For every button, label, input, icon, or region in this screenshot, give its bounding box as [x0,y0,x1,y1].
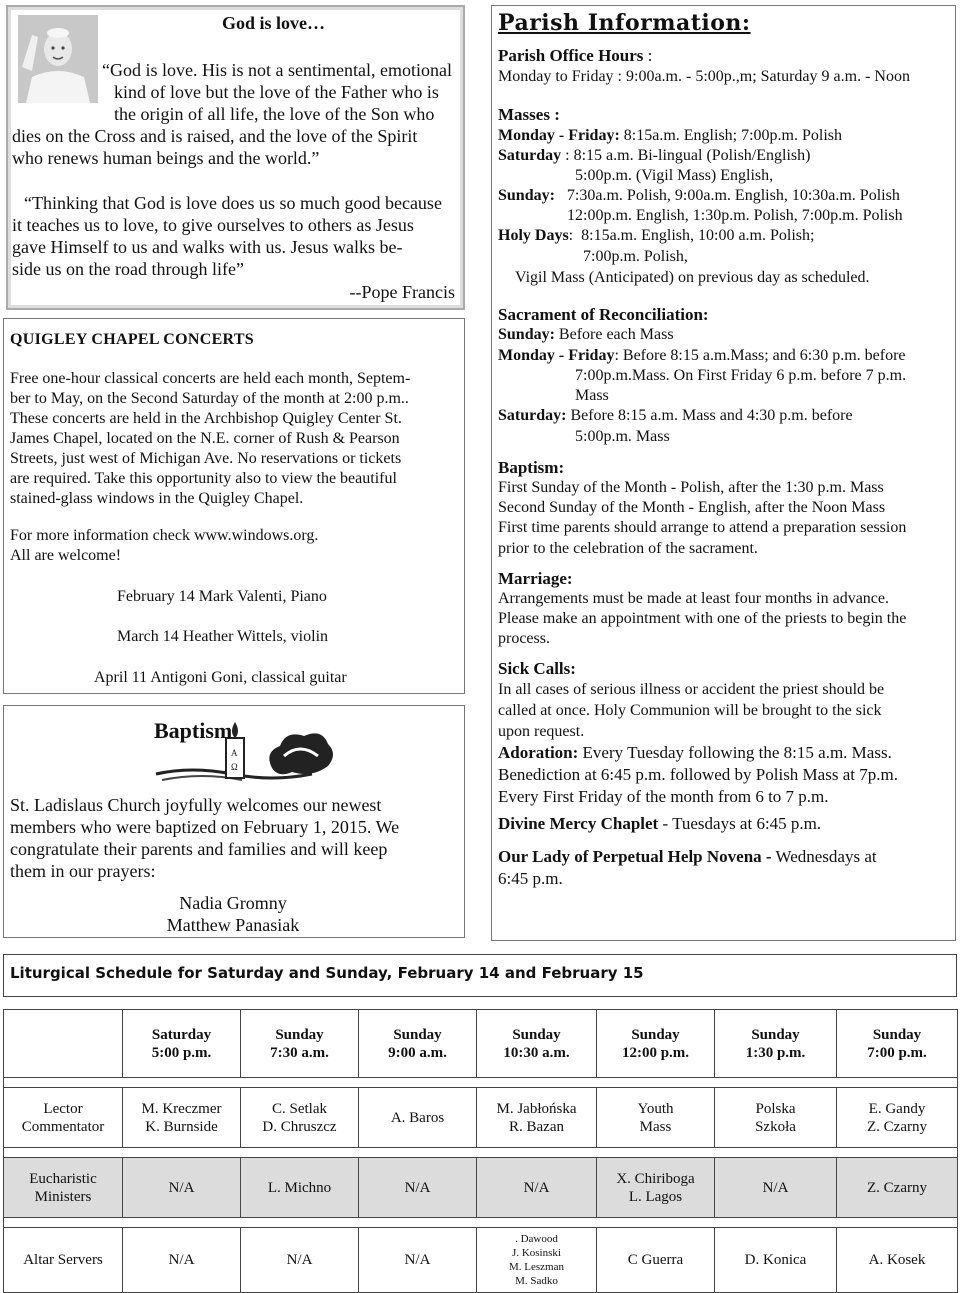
quote2-line: gave Himself to us and walks with us. Jesus walks be- [12,237,403,257]
quote1-line: dies on the Cross and is raised, and the love of the Spirit [12,126,418,146]
recon-line: Saturday: Before 8:15 a.m. Mass and 4:30 p.m. before [498,407,853,424]
quote2-line: “Thinking that God is love does us so much good because [24,193,442,213]
office-hours: Monday to Friday : 9:00a.m. - 5:00p.,m; Saturday 9 a.m. - Noon [498,68,910,85]
sick-calls-info: called at once. Holy Communion will be brought to the sick [498,702,882,719]
mass-line: Vigil Mass (Anticipated) on previous day as scheduled. [515,269,870,286]
masses-heading: Masses : [498,105,560,124]
attribution: --Pope Francis [349,282,455,302]
recon-line: 5:00p.m. Mass [575,428,670,445]
adoration-line: Adoration: Every Tuesday following the 8:15 a.m. Mass. [498,743,892,762]
baptized-name: Nadia Gromny [179,893,287,913]
schedule-cell: Polska Szkoła [715,1088,837,1148]
novena-line: 6:45 p.m. [498,869,563,888]
baptism-line: St. Ladislaus Church joyfully welcomes our newest [10,795,382,815]
mass-line: 12:00p.m. English, 1:30p.m. Polish, 7:00p.m. Polish [567,207,903,224]
role-header-cell [4,1010,123,1078]
sick-calls-heading: Sick Calls: [498,659,576,678]
concerts-box [3,318,465,694]
baptism-heading: Baptism: [498,458,565,477]
schedule-cell: D. Konica [715,1228,837,1293]
baptized-name: Matthew Panasiak [166,915,300,935]
pope-quote-box [6,5,465,310]
concerts-line: Streets, just west of Michigan Ave. No reservations or tickets [10,450,402,467]
svg-text:A: A [231,748,238,758]
quote1-line: “God is love. His is not a sentimental, emotional [102,60,452,80]
baptism-line: them in our prayers: [10,861,156,881]
more-info-link[interactable]: For more information check www.windows.org. [10,527,319,544]
baptism-line: congratulate their parents and families and will keep [10,839,388,859]
mass-time-header: Sunday 10:30 a.m. [477,1010,597,1078]
mass-line: Saturday : 8:15 a.m. Bi-lingual (Polish/English) [498,147,811,164]
schedule-cell: N/A [123,1158,241,1218]
role-cell: Lector Commentator [4,1088,123,1148]
concert-event: February 14 Mark Valenti, Piano [117,588,327,605]
schedule-cell: X. Chiriboga L. Lagos [597,1158,715,1218]
schedule-table [3,1009,958,1293]
schedule-cell: . Dawood J. Kosinski M. Leszman M. Sadko [477,1228,597,1293]
concerts-line: ber to May, on the Second Saturday of the month at 2:00 p.m.. [10,390,409,407]
schedule-cell: A. Baros [359,1088,477,1148]
concert-event: March 14 Heather Wittels, violin [117,628,329,645]
table-row [4,1158,958,1218]
role-cell: Altar Servers [4,1228,123,1293]
sick-calls-info: upon request. [498,723,585,740]
pope-photo [18,15,98,103]
marriage-info: process. [498,630,550,647]
mass-time-header: Sunday 9:00 a.m. [359,1010,477,1078]
sick-calls-info: In all cases of serious illness or accident the priest should be [498,681,885,698]
quote1-line: who renews human beings and the world.” [12,148,320,168]
schedule-cell: N/A [359,1158,477,1218]
svg-text:Ω: Ω [231,762,238,772]
welcome-text: All are welcome! [10,547,122,564]
recon-line: Sunday: Before each Mass [498,326,674,343]
mass-line: Sunday: 7:30a.m. Polish, 9:00a.m. English, 10:30a.m. Polish [498,187,900,204]
concerts-line: stained-glass windows in the Quigley Chapel. [10,490,304,507]
concerts-line: James Chapel, located on the N.E. corner of Rush & Pearson [10,430,400,447]
role-cell: Eucharistic Ministers [4,1158,123,1218]
pope-title: God is love… [222,13,326,33]
schedule-cell: N/A [123,1228,241,1293]
marriage-info: Please make an appointment with one of the priests to begin the [498,610,907,627]
svg-text:Baptism: Baptism [154,718,233,743]
schedule-cell: M. Kreczmer K. Burnside [123,1088,241,1148]
concerts-line: are required. Take this opportunity also to view the beautiful [10,470,397,487]
baptism-info: First time parents should arrange to attend a preparation session [498,519,907,536]
quote2-line: side us on the road through life” [12,259,244,279]
schedule-cell: A. Kosek [837,1228,958,1293]
baptism-logo-icon [152,712,336,786]
schedule-cell: Z. Czarny [837,1158,958,1218]
schedule-cell: M. Jabłońska R. Bazan [477,1088,597,1148]
mass-time-header: Saturday 5:00 p.m. [123,1010,241,1078]
schedule-header-row [4,1010,958,1078]
novena-line: Our Lady of Perpetual Help Novena - Wednesdays at [498,847,877,866]
quote1-line: kind of love but the love of the Father who is [114,82,439,102]
mass-line: 5:00p.m. (Vigil Mass) English, [575,167,774,184]
table-row [4,1228,958,1293]
schedule-title: Liturgical Schedule for Saturday and Sunday, February 14 and February 15 [10,964,644,982]
concert-event: April 11 Antigoni Goni, classical guitar [94,669,347,686]
concerts-line: Free one-hour classical concerts are held each month, Septem- [10,370,411,387]
schedule-cell: N/A [477,1158,597,1218]
schedule-cell: C. Setlak D. Chruszcz [241,1088,359,1148]
concerts-title: QUIGLEY CHAPEL CONCERTS [10,331,255,348]
mass-time-header: Sunday 7:30 a.m. [241,1010,359,1078]
schedule-cell: L. Michno [241,1158,359,1218]
mass-line: Monday - Friday: 8:15a.m. English; 7:00p.m. Polish [498,127,843,144]
schedule-cell: N/A [715,1158,837,1218]
recon-line: 7:00p.m.Mass. On First Friday 6 p.m. before 7 p.m. [575,367,907,384]
baptism-line: members who were baptized on February 1, 2015. We [10,817,400,837]
office-hours-heading: Parish Office Hours : [498,46,653,65]
mass-line: Holy Days: 8:15a.m. English, 10:00 a.m. Polish; [498,227,815,244]
marriage-info: Arrangements must be made at least four months in advance. [498,590,889,607]
mass-line: 7:00p.m. Polish, [583,248,688,265]
quote1-line: the origin of all life, the love of the Son who [114,104,435,124]
schedule-cell: N/A [359,1228,477,1293]
mass-time-header: Sunday 1:30 p.m. [715,1010,837,1078]
recon-line: Monday - Friday: Before 8:15 a.m.Mass; and 6:30 p.m. before [498,347,906,364]
baptism-box [3,705,465,938]
adoration-line: Every First Friday of the month from 6 to 7 p.m. [498,787,829,806]
marriage-heading: Marriage: [498,569,573,588]
table-row [4,1088,958,1148]
baptism-info: prior to the celebration of the sacrament. [498,540,758,557]
mass-time-header: Sunday 7:00 p.m. [837,1010,958,1078]
quote2-line: it teaches us to love, to give ourselves to others as Jesus [12,215,414,235]
parish-info-box [491,5,956,941]
baptism-info: First Sunday of the Month - Polish, after the 1:30 p.m. Mass [498,479,884,496]
baptism-info: Second Sunday of the Month - English, after the Noon Mass [498,499,886,516]
adoration-line: Benediction at 6:45 p.m. followed by Polish Mass at 7p.m. [498,765,898,784]
recon-line: Mass [575,387,609,404]
divine-mercy-line: Divine Mercy Chaplet - Tuesdays at 6:45 p.m. [498,814,822,833]
schedule-cell: N/A [241,1228,359,1293]
schedule-cell: C Guerra [597,1228,715,1293]
concerts-line: These concerts are held in the Archbishop Quigley Center St. [10,410,402,427]
mass-time-header: Sunday 12:00 p.m. [597,1010,715,1078]
reconciliation-heading: Sacrament of Reconciliation: [498,305,709,324]
schedule-cell: E. Gandy Z. Czarny [837,1088,958,1148]
schedule-cell: Youth Mass [597,1088,715,1148]
parish-title: Parish Information: [498,10,751,36]
schedule-title-box [3,954,957,997]
